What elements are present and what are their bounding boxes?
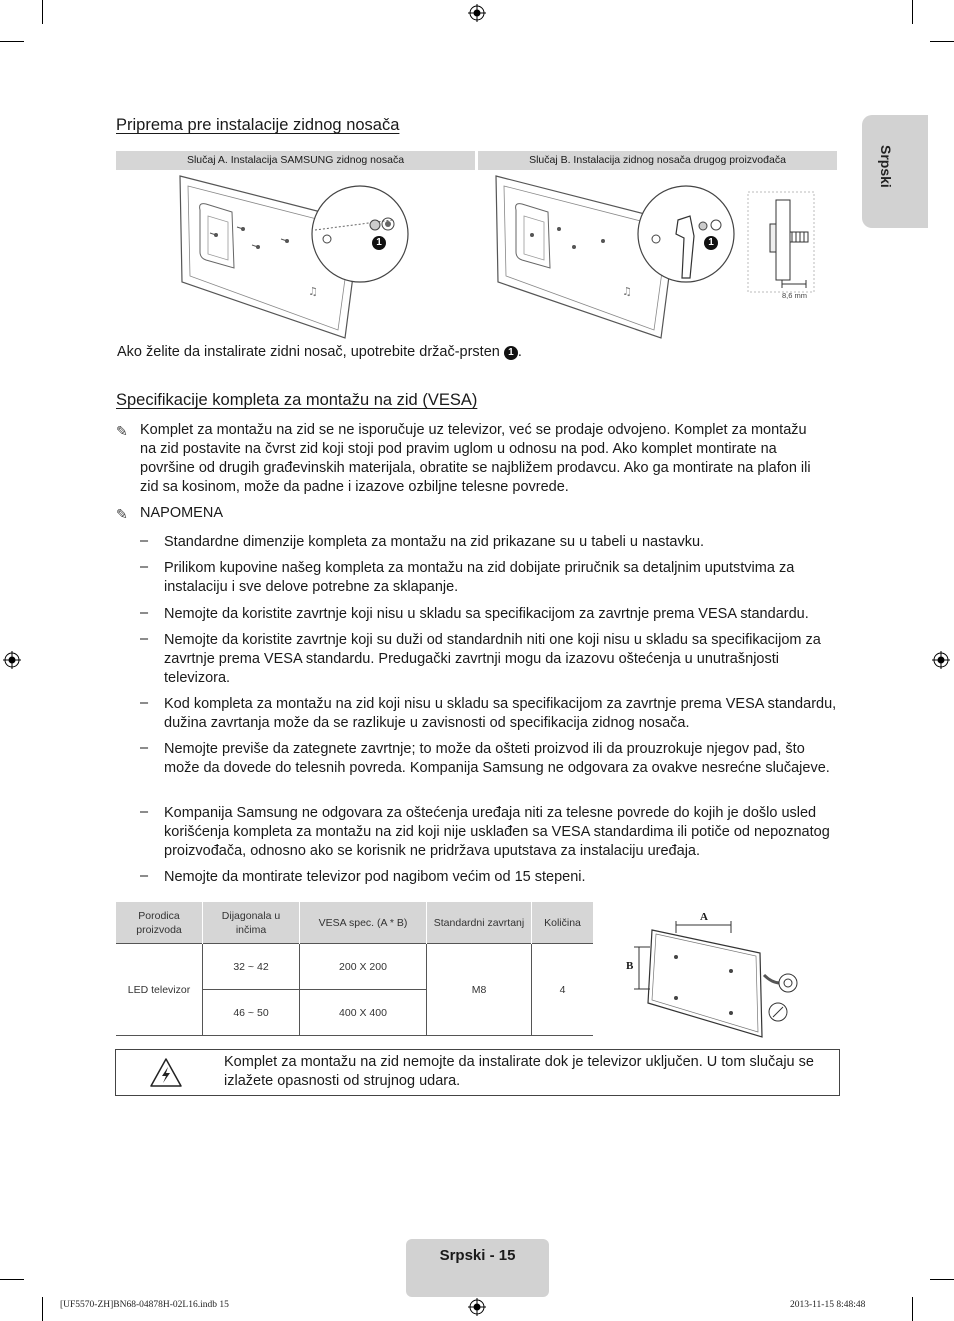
crop-mark [0,1279,24,1280]
instruction-end: . [517,344,522,360]
page-number-tab [406,1239,549,1297]
callout-number-a: 1 [372,236,386,250]
table-row [116,944,593,990]
bullet-dash: – [140,559,149,575]
print-file-slug: [UF5570-ZH]BN68-04878H-02L16.indb 15 [60,1300,229,1310]
registration-mark-icon [468,1298,486,1316]
bullet-dash: – [140,605,149,621]
language-side-tab [862,115,928,228]
crop-mark [42,0,43,24]
table-header-cell: Dijagonala u inčima [203,902,300,944]
list-item: Kod kompleta za montažu na zid koji nisu u skladu sa specifikacijom za zavrtnje prema VESA standardu, dužina zavrtanja može da se razlikuje u zavisnosti od specifikacija zidnog nosača. [164,696,837,731]
warning-box [115,1049,840,1096]
instruction-text: Ako želite da instalirate zidni nosač, upotrebite držač-prsten [117,344,500,360]
dimension-label: 8,6 mm [782,291,808,300]
vesa-spec-table [116,902,593,1036]
dimension-a-label: A [700,911,708,923]
crop-mark [930,1279,954,1280]
table-header-row [116,902,593,944]
list-item: Nemojte previše da zategnete zavrtnje; to može da ošteti proizvod ili da prouzrokuje njegov pad, što može da dovede do telesnih povreda. Kompanija Samsung ne odgovara za ovakve nesrećne slučajeve. [164,741,830,776]
case-a-illustration [170,172,420,342]
side-tab-label: Srpski [878,145,894,188]
bullet-dash: – [140,695,149,711]
case-b-header: Slučaj B. Instalacija zidnog nosača drugog proizvođača [478,151,837,170]
section-title-vesa: Specifikacije kompleta za montažu na zid (VESA) [116,391,478,409]
table-cell-size: 46 ~ 50 [203,990,300,1036]
registration-mark-icon [932,651,950,669]
table-cell-qty: 4 [532,944,594,1036]
crop-mark [0,41,24,42]
warning-text: Komplet za montažu na zid nemojte da instalirate dok je televizor uključen. U tom slučaju se izlažete opasnosti od strujnog udara. [224,1054,814,1089]
bullet-dash: – [140,868,149,884]
table-cell-family: LED televizor [116,944,203,1036]
instruction-line [117,343,522,362]
table-header-cell: Količina [532,902,594,944]
list-item: Nemojte da montirate televizor pod nagibom većim od 15 stepeni. [164,869,586,885]
table-header-cell: Porodica proizvoda [116,902,203,944]
callout-number-b: 1 [704,236,718,250]
svg-text:♫: ♫ [622,285,632,298]
table-cell-vesa: 400 X 400 [300,990,427,1036]
page-number-label: Srpski - 15 [439,1247,516,1264]
case-a-header: Slučaj A. Instalacija SAMSUNG zidnog nosača [116,151,475,170]
bullet-dash: – [140,804,149,820]
crop-mark [912,1297,913,1321]
table-header-cell: VESA spec. (A * B) [300,902,427,944]
bullet-dash: – [140,533,149,549]
vesa-diagram [620,905,820,1040]
list-item: Prilikom kupovine našeg kompleta za montažu na zid dobijate priručnik sa detaljnim uputstvima za instalaciju i sve delove potrebne za sklapanje. [164,560,795,595]
crop-mark [912,0,913,24]
table-cell-size: 32 ~ 42 [203,944,300,990]
crop-mark [930,41,954,42]
bullet-dash: – [140,631,149,647]
list-item: Kompanija Samsung ne odgovara za oštećenja uređaja niti za telesne povrede do kojih je došlo usled korišćenja kompleta za montažu na zid koji nije usklađen sa VESA standardima ili potiče od nepoznatog proizvođača, odnosno ako se korisnik ne pridržava uputstava za instalaciju uređaja. [164,805,830,859]
svg-text:♫: ♫ [308,285,318,298]
instruction-number: 1 [504,346,518,360]
table-cell-vesa: 200 X 200 [300,944,427,990]
list-item: Nemojte da koristite zavrtnje koji su duži od standardnih niti one koji nisu u skladu sa specifikacijom za zavrtnje prema VESA standardu. Predugački zavrtnji mogu da izazovu oštećenja u unutrašnjosti televizora. [164,632,821,686]
registration-mark-icon [468,4,486,22]
note-paragraph: Komplet za montažu na zid se ne isporučuje uz televizor, već se prodaje odvojeno. Komplet za montažu na zid postavite na čvrst zid koji stoji pod pravim uglom u odnosu na pod. Ako komplet montirate na površine od drugih građevinskih materijala, obratite se najbližem prodavcu. Ako ga montirate na plafon ili zid sa kosinom, može da padne i izazove ozbiljne telesne povrede. [140,422,811,495]
list-item: Standardne dimenzije kompleta za montažu na zid prikazane su u tabeli u nastavku. [164,534,705,550]
bullet-dash: – [140,740,149,756]
section-title-preparation: Priprema pre instalacije zidnog nosača [116,116,400,134]
registration-mark-icon [3,651,21,669]
note-label: NAPOMENA [140,505,223,521]
table-header-cell: Standardni zavrtanj [427,902,532,944]
table-cell-screw: M8 [427,944,532,1036]
list-item: Nemojte da koristite zavrtnje koji nisu u skladu sa specifikacijom za zavrtnje prema VESA standardu. [164,606,809,622]
electric-shock-warning-icon [149,1057,183,1089]
crop-mark [42,1297,43,1321]
pencil-note-icon: ✎ [116,506,128,522]
case-b-illustration [490,172,830,342]
print-timestamp: 2013-11-15 8:48:48 [790,1300,866,1310]
dimension-b-label: B [626,960,634,972]
pencil-note-icon: ✎ [116,423,128,439]
